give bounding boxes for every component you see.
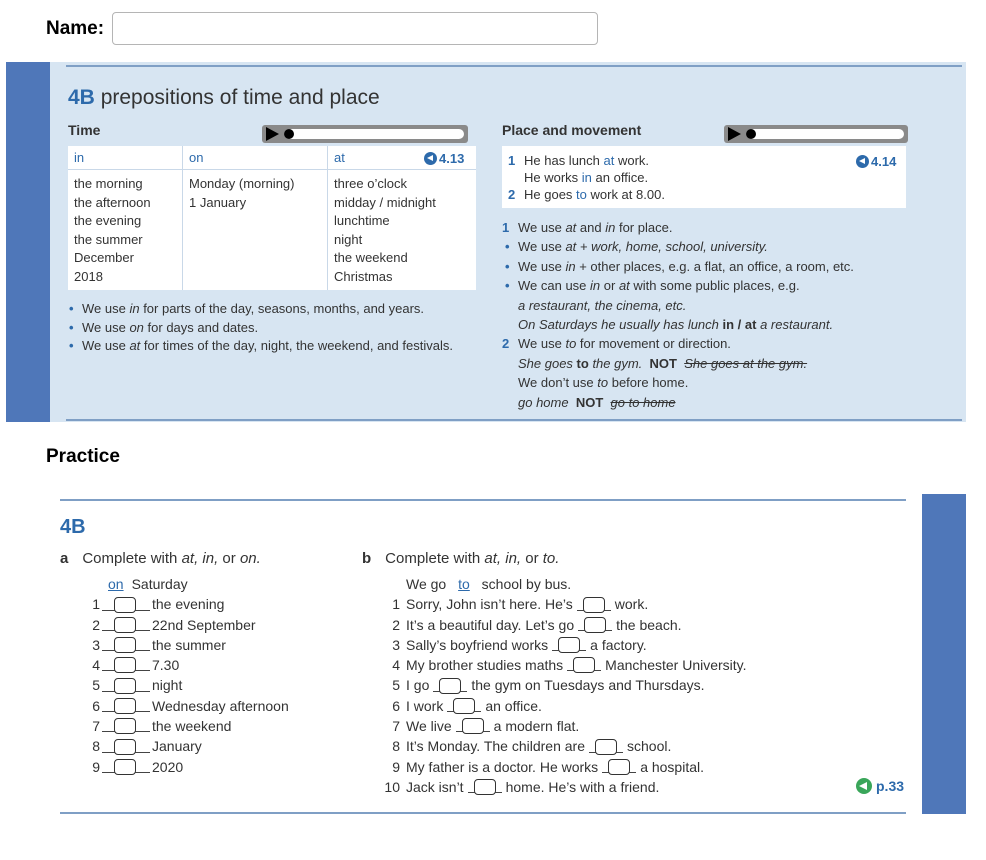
list-item: 3 the summer bbox=[92, 636, 226, 653]
list-item: 8 It’s Monday. The children are school. bbox=[392, 738, 672, 755]
exercise-a-list bbox=[84, 574, 344, 777]
grammar-panel bbox=[6, 62, 966, 422]
answer-blank[interactable] bbox=[578, 617, 612, 631]
grammar-side-band bbox=[6, 62, 50, 422]
list-item: 9 My father is a doctor. He works a hospital. bbox=[392, 758, 705, 775]
answer-blank[interactable] bbox=[577, 597, 611, 611]
list-item: 10 Jack isn’t home. He’s with a friend. bbox=[384, 778, 660, 795]
example-answer: on bbox=[108, 576, 124, 592]
list-item: 6 I work an office. bbox=[392, 697, 542, 714]
answer-box[interactable] bbox=[114, 597, 136, 613]
time-col-at bbox=[328, 146, 476, 290]
divider bbox=[66, 419, 962, 421]
answer-box[interactable] bbox=[114, 739, 136, 755]
practice-label: Practice bbox=[46, 446, 120, 467]
cell: 2018 bbox=[74, 268, 103, 284]
answer-blank[interactable] bbox=[567, 657, 601, 671]
answer-box[interactable] bbox=[608, 759, 630, 775]
name-label: Name: bbox=[46, 17, 105, 39]
cell: lunchtime bbox=[334, 213, 390, 228]
col-head-in: in bbox=[68, 146, 182, 170]
audio-scrubber[interactable] bbox=[746, 129, 756, 139]
rule-example: On Saturdays he usually has lunch in / at a restaurant. bbox=[518, 317, 834, 333]
name-input[interactable] bbox=[112, 12, 598, 45]
answer-blank[interactable] bbox=[447, 698, 481, 712]
instruction-a: a Complete with at, in, or on. bbox=[60, 550, 261, 567]
rule-item: • We use at for times of the day, night, the weekend, and festivals. bbox=[68, 337, 468, 356]
audio-player-place[interactable] bbox=[724, 125, 908, 143]
list-item: 5 I go the gym on Tuesdays and Thursdays. bbox=[392, 677, 705, 694]
col-head-on: on bbox=[183, 146, 327, 170]
name-row bbox=[46, 12, 598, 45]
cell: December bbox=[74, 250, 134, 265]
answer-blank[interactable] bbox=[102, 617, 150, 631]
time-col-on bbox=[183, 146, 327, 290]
cell: night bbox=[334, 231, 363, 247]
audio-ref-label: 4.13 bbox=[439, 151, 465, 166]
page-reference-link[interactable] bbox=[856, 778, 904, 794]
answer-blank[interactable] bbox=[589, 739, 623, 753]
list-item: 4 My brother studies maths Manchester University. bbox=[392, 657, 747, 674]
col-head-at: at bbox=[328, 146, 476, 170]
rule-heading: 2 We use to for movement or direction. bbox=[502, 336, 731, 352]
rule-item: • We use in for parts of the day, seasons, months, and years. bbox=[68, 300, 468, 319]
col-body-on bbox=[183, 170, 327, 212]
answer-blank[interactable] bbox=[102, 657, 150, 671]
answer-blank[interactable] bbox=[102, 739, 150, 753]
example-answer: to bbox=[458, 576, 470, 592]
section-code: 4B bbox=[68, 86, 95, 109]
rule-item: • We use on for days and dates. bbox=[68, 319, 468, 338]
answer-box[interactable] bbox=[462, 718, 484, 734]
answer-blank[interactable] bbox=[102, 759, 150, 773]
audio-ref-label: 4.14 bbox=[871, 154, 897, 169]
divider bbox=[60, 812, 906, 814]
rule-example: She goes to the gym. NOT She goes at the gym. bbox=[518, 355, 808, 371]
cell: the weekend bbox=[334, 250, 408, 265]
speaker-icon[interactable] bbox=[424, 152, 437, 165]
answer-blank[interactable] bbox=[468, 779, 502, 793]
instruction-b: b Complete with at, in, or to. bbox=[362, 550, 560, 567]
place-rules bbox=[502, 218, 912, 412]
audio-ref-place[interactable] bbox=[856, 153, 896, 170]
answer-box[interactable] bbox=[114, 718, 136, 734]
place-example: 1 He has lunch at work. bbox=[508, 153, 650, 168]
answer-box[interactable] bbox=[114, 657, 136, 673]
answer-blank[interactable] bbox=[102, 698, 150, 712]
cell: the afternoon bbox=[74, 194, 151, 210]
section-title-text: prepositions of time and place bbox=[100, 86, 380, 109]
answer-blank[interactable] bbox=[102, 597, 150, 611]
divider bbox=[60, 499, 906, 501]
audio-scrubber[interactable] bbox=[284, 129, 294, 139]
place-example: 2 He goes to work at 8.00. bbox=[508, 187, 665, 202]
place-heading: Place and movement bbox=[502, 122, 642, 138]
list-item: 2 It’s a beautiful day. Let’s go the beach. bbox=[392, 616, 682, 633]
audio-ref-time[interactable] bbox=[424, 151, 464, 166]
arrow-left-icon[interactable] bbox=[856, 778, 872, 794]
answer-box[interactable] bbox=[558, 637, 580, 653]
exercise-panel bbox=[0, 494, 986, 814]
rule-heading: 1 We use at and in for place. bbox=[502, 220, 673, 235]
example-row: We go to school by bus. bbox=[406, 576, 572, 592]
play-icon[interactable] bbox=[728, 127, 741, 141]
list-item: 6 Wednesday afternoon bbox=[92, 697, 289, 714]
list-item: 5 night bbox=[92, 677, 183, 694]
play-icon[interactable] bbox=[266, 127, 279, 141]
answer-blank[interactable] bbox=[102, 637, 150, 651]
page-reference-label: p.33 bbox=[876, 778, 905, 794]
col-body-in bbox=[68, 170, 182, 286]
answer-box[interactable] bbox=[114, 637, 136, 653]
cell: the morning bbox=[74, 176, 143, 191]
answer-box[interactable] bbox=[439, 678, 461, 694]
answer-blank[interactable] bbox=[433, 678, 467, 692]
cell: three o’clock bbox=[334, 176, 407, 191]
place-examples-box bbox=[502, 146, 906, 208]
answer-box[interactable] bbox=[114, 678, 136, 694]
time-table bbox=[68, 146, 476, 290]
cell: Monday (morning) bbox=[189, 176, 295, 191]
answer-blank[interactable] bbox=[456, 718, 490, 732]
exercise-code: 4B bbox=[60, 516, 86, 538]
list-item: 7 We live a modern flat. bbox=[392, 718, 580, 735]
list-item: 2 22nd September bbox=[92, 616, 256, 633]
rule-example: go home NOT go to home bbox=[518, 394, 676, 410]
answer-box[interactable] bbox=[595, 739, 617, 755]
divider bbox=[66, 65, 962, 67]
exercise-side-band bbox=[922, 494, 966, 814]
answer-box[interactable] bbox=[114, 698, 136, 714]
answer-box[interactable] bbox=[584, 617, 606, 633]
example-row: on Saturday bbox=[84, 574, 344, 594]
list-item: 4 7.30 bbox=[92, 657, 180, 674]
list-item: 8 January bbox=[92, 738, 202, 755]
rule-note: We don’t use to before home. bbox=[518, 375, 689, 391]
list-item: 1 the evening bbox=[92, 596, 225, 613]
time-heading: Time bbox=[68, 122, 101, 138]
list-item: 7 the weekend bbox=[92, 718, 232, 735]
answer-box[interactable] bbox=[114, 759, 136, 775]
cell: 1 January bbox=[189, 194, 247, 210]
answer-box[interactable] bbox=[114, 617, 136, 633]
list-item: 9 2020 bbox=[92, 758, 184, 775]
answer-blank[interactable] bbox=[552, 637, 586, 651]
audio-track[interactable] bbox=[284, 129, 464, 139]
list-item: 3 Sally’s boyfriend works a factory. bbox=[392, 636, 647, 653]
place-example: He works in an office. bbox=[524, 170, 649, 185]
rule-item: • We use at + work, home, school, university. bbox=[502, 237, 912, 256]
cell: the summer bbox=[74, 231, 143, 247]
answer-blank[interactable] bbox=[602, 759, 636, 773]
answer-box[interactable] bbox=[573, 657, 595, 673]
rule-item-cont: a restaurant, the cinema, etc. bbox=[518, 297, 687, 313]
section-title bbox=[68, 86, 380, 110]
cell: Christmas bbox=[334, 268, 393, 284]
audio-track[interactable] bbox=[746, 129, 904, 139]
answer-box[interactable] bbox=[474, 779, 496, 795]
time-col-in bbox=[68, 146, 182, 290]
col-body-at bbox=[328, 170, 476, 286]
answer-box[interactable] bbox=[583, 597, 605, 613]
time-rules bbox=[68, 300, 468, 356]
speaker-icon[interactable] bbox=[856, 155, 869, 168]
answer-blank[interactable] bbox=[102, 678, 150, 692]
list-item: 1 Sorry, John isn’t here. He’s work. bbox=[392, 596, 649, 613]
rule-item: • We can use in or at with some public places, e.g. bbox=[502, 276, 912, 295]
answer-blank[interactable] bbox=[102, 718, 150, 732]
audio-player-time[interactable] bbox=[262, 125, 468, 143]
answer-box[interactable] bbox=[453, 698, 475, 714]
cell: midday / midnight bbox=[334, 194, 436, 210]
rule-item: • We use in + other places, e.g. a flat, an office, a room, etc. bbox=[502, 257, 912, 276]
cell: the evening bbox=[74, 213, 142, 228]
exercise-b-list bbox=[380, 574, 900, 797]
